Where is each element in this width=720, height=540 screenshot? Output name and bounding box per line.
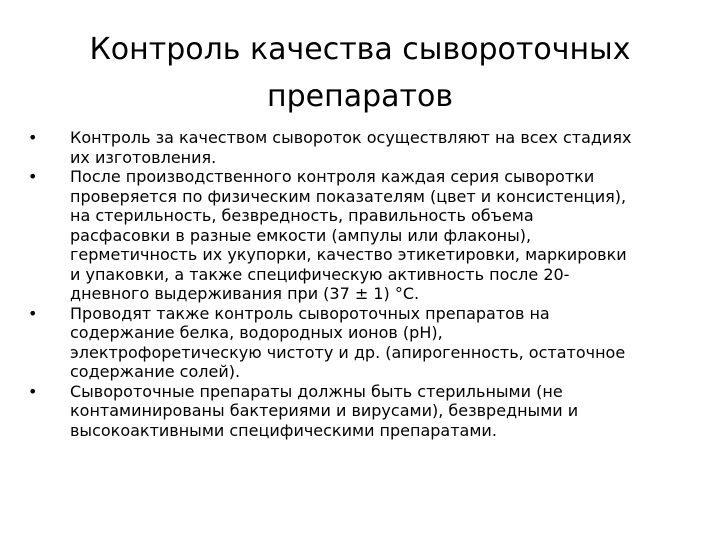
bullet-icon: • <box>28 303 38 323</box>
bullet-icon: • <box>28 381 38 401</box>
bullet-text-line: и упаковки, а также специфическую активность после 20- <box>70 264 570 284</box>
bullet-text-line: герметичность их укупорки, качество этикетировки, маркировки <box>70 245 627 264</box>
bullet-text-line: Сывороточные препараты должны быть стерильными (не <box>70 381 563 401</box>
bullet-text-line: После производственного контроля каждая серия сыворотки <box>70 167 595 186</box>
bullet-text-line: контаминированы бактериями и вирусами), безвредными и <box>70 401 579 420</box>
bullet-text-line: на стерильность, безвредность, правильность объема <box>70 206 534 225</box>
bullet-text-line: расфасовки в разные емкости (ампулы или флаконы), <box>70 225 532 245</box>
bullet-text-line: высокоактивными специфическими препаратами. <box>70 420 497 440</box>
slide-title <box>40 26 680 120</box>
bullet-icon: • <box>28 167 38 186</box>
bullet-text-line: Проводят также контроль сывороточных препаратов на <box>70 303 550 323</box>
bullet-text-line: электрофоретическую чистоту и др. (апирогенность, остаточное <box>70 342 626 362</box>
slide-title-line: препаратов <box>266 79 454 114</box>
bullet-item <box>28 128 698 167</box>
slide-title-line: Контроль качества сывороточных <box>89 32 631 67</box>
bullet-text-line: Контроль за качеством сывороток осуществляют на всех стадиях <box>70 128 632 147</box>
bullet-text-line: их изготовления. <box>70 147 217 167</box>
bullet-text-line: содержание белка, водородных ионов (рН), <box>70 323 443 342</box>
bullet-text-line: дневного выдерживания при (37 ± 1) °С. <box>70 284 420 303</box>
bullet-list <box>28 128 698 440</box>
bullet-item <box>28 167 698 304</box>
bullet-text-line: содержание солей). <box>70 362 241 381</box>
bullet-icon: • <box>28 128 38 147</box>
bullet-item <box>28 382 698 441</box>
bullet-item <box>28 304 698 382</box>
bullet-text-line: проверяется по физическим показателям (цвет и консистенция), <box>70 186 627 206</box>
